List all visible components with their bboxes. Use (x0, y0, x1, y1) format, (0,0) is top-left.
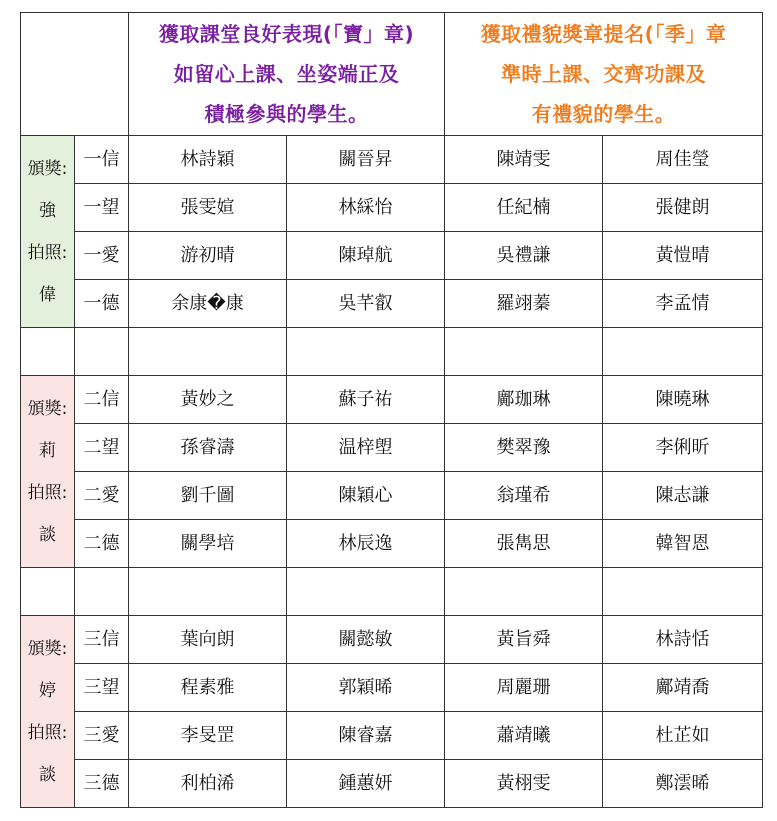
student-name: 蕭靖曦 (445, 712, 603, 760)
class-name: 一愛 (75, 232, 129, 280)
student-name: 林詩穎 (129, 136, 287, 184)
student-name: 鍾蕙妍 (287, 760, 445, 808)
student-name: 周佳瑩 (603, 136, 763, 184)
sidebar-teacher: 偉 (39, 284, 56, 305)
student-name: 李旻罡 (129, 712, 287, 760)
student-name: 關學培 (129, 520, 287, 568)
spacer-row (21, 328, 763, 376)
student-name: 黃栩雯 (445, 760, 603, 808)
table-row (21, 232, 763, 280)
class-name: 三愛 (75, 712, 129, 760)
empty-cell (445, 568, 603, 616)
header-corner-cell (21, 13, 129, 136)
empty-cell (445, 328, 603, 376)
empty-cell (75, 328, 129, 376)
table-row (21, 136, 763, 184)
empty-cell (21, 328, 75, 376)
student-name: 關晉昇 (287, 136, 445, 184)
spacer-row (21, 568, 763, 616)
student-name: 關懿敏 (287, 616, 445, 664)
table-row (21, 664, 763, 712)
class-name: 三望 (75, 664, 129, 712)
student-name: 劉千圖 (129, 472, 287, 520)
sidebar-label: 拍照: (27, 242, 68, 263)
student-name: 温梓塱 (287, 424, 445, 472)
student-name: 陳琸航 (287, 232, 445, 280)
empty-cell (75, 568, 129, 616)
empty-cell (287, 328, 445, 376)
student-name: 郭穎晞 (287, 664, 445, 712)
student-name: 杜芷如 (603, 712, 763, 760)
table-row (21, 712, 763, 760)
sidebar-label: 拍照: (27, 722, 68, 743)
sidebar-teacher: 莉 (39, 440, 56, 461)
sidebar-label: 頒獎: (27, 398, 68, 419)
table-row (21, 424, 763, 472)
header-left-line: 積極參與的學生。 (204, 102, 369, 126)
student-name: 鄺靖喬 (603, 664, 763, 712)
class-name: 一德 (75, 280, 129, 328)
student-name: 羅翊蓁 (445, 280, 603, 328)
student-name: 黃妙之 (129, 376, 287, 424)
header-right-cell (445, 13, 763, 136)
student-name: 程素雅 (129, 664, 287, 712)
student-name: 林詩恬 (603, 616, 763, 664)
empty-cell (129, 328, 287, 376)
header-left-line: 如留心上課、坐姿端正及 (173, 62, 400, 86)
student-name: 張健朗 (603, 184, 763, 232)
table-row (21, 520, 763, 568)
class-name: 二德 (75, 520, 129, 568)
student-name: 陳靖雯 (445, 136, 603, 184)
table-row (21, 760, 763, 808)
student-name: 林辰逸 (287, 520, 445, 568)
table-row (21, 376, 763, 424)
student-name: 韓智恩 (603, 520, 763, 568)
header-left-line: 獲取課堂良好表現(「寶」章) (158, 22, 415, 46)
student-name: 樊翠豫 (445, 424, 603, 472)
student-name: 李俐昕 (603, 424, 763, 472)
student-name: 陳曉琳 (603, 376, 763, 424)
student-name: 游初晴 (129, 232, 287, 280)
class-name: 二愛 (75, 472, 129, 520)
student-name: 陳穎心 (287, 472, 445, 520)
empty-cell (603, 568, 763, 616)
student-name: 蘇子祐 (287, 376, 445, 424)
table-row (21, 472, 763, 520)
group-sidebar-2 (21, 376, 75, 568)
student-name: 林綵怡 (287, 184, 445, 232)
student-name: 翁瑾希 (445, 472, 603, 520)
student-name: 鄺珈琳 (445, 376, 603, 424)
student-name: 利柏浠 (129, 760, 287, 808)
student-name: 黃愷晴 (603, 232, 763, 280)
student-name: 余康�康 (129, 280, 287, 328)
class-name: 三信 (75, 616, 129, 664)
student-name: 黃旨舜 (445, 616, 603, 664)
class-name: 二望 (75, 424, 129, 472)
header-right-line: 有禮貌的學生。 (531, 102, 676, 126)
student-name: 陳志謙 (603, 472, 763, 520)
class-name: 一信 (75, 136, 129, 184)
sidebar-label: 頒獎: (27, 158, 68, 179)
sidebar-teacher: 婷 (39, 680, 56, 701)
class-name: 三德 (75, 760, 129, 808)
student-name: 張雯媗 (129, 184, 287, 232)
sidebar-label: 拍照: (27, 482, 68, 503)
header-right-line: 獲取禮貌獎章提名(「季」章 (480, 22, 727, 46)
sidebar-teacher: 談 (39, 764, 56, 785)
student-name: 周麗珊 (445, 664, 603, 712)
award-table (20, 12, 763, 808)
student-name: 孫睿濤 (129, 424, 287, 472)
sidebar-teacher: 談 (39, 524, 56, 545)
class-name: 一望 (75, 184, 129, 232)
sidebar-label: 頒獎: (27, 638, 68, 659)
student-name: 鄭澐晞 (603, 760, 763, 808)
header-right-line: 準時上課、交齊功課及 (501, 62, 706, 86)
group-sidebar-1 (21, 136, 75, 328)
header-left-cell (129, 13, 445, 136)
student-name: 葉向朗 (129, 616, 287, 664)
empty-cell (129, 568, 287, 616)
student-name: 張雋思 (445, 520, 603, 568)
sidebar-teacher: 強 (39, 200, 56, 221)
student-name: 吳芊叡 (287, 280, 445, 328)
empty-cell (21, 568, 75, 616)
group-sidebar-3 (21, 616, 75, 808)
table-row (21, 184, 763, 232)
student-name: 吳禮謙 (445, 232, 603, 280)
class-name: 二信 (75, 376, 129, 424)
header-row (21, 13, 763, 136)
student-name: 任紀楠 (445, 184, 603, 232)
table-row (21, 616, 763, 664)
empty-cell (603, 328, 763, 376)
table-row (21, 280, 763, 328)
empty-cell (287, 568, 445, 616)
student-name: 李孟情 (603, 280, 763, 328)
student-name: 陳睿嘉 (287, 712, 445, 760)
